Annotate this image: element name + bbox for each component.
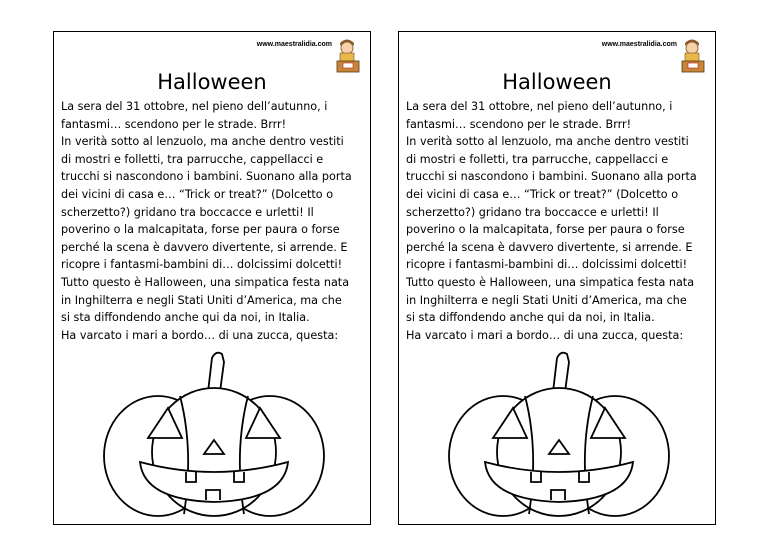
jack-o-lantern-icon: [98, 350, 330, 518]
site-url: www.maestralidia.com: [256, 41, 332, 48]
reading-card-right: [398, 31, 716, 525]
page-title: Halloween: [157, 70, 267, 94]
body-text: La sera del 31 ottobre, nel pieno dell’autunno, i fantasmi… scendono per le strade. Brrr! In verità sotto al lenzuolo, ma anche dentro vestiti di mostri e folletti, tra parrucche, cappellacci e trucchi si nascondono i bambini. Suonano alla porta dei vicini di casa e… “Trick or treat?” (Dolcetto o scherzetto?) gridano tra boccacce e urletti! Il poverino o la malcapitata, forse per paura o forse perché la scena è davvero divertente, si arrende. E ricopre i fantasmi-bambini di… dolcissimi dolcetti! Tutto questo è Halloween, una simpatica festa nata in Inghilterra e negli Stati Uniti d’America, ma che si sta diffondendo anche qui da noi, in Italia. Ha varcato i mari a bordo… di una zucca, questa:: [61, 100, 352, 342]
site-url: www.maestralidia.com: [601, 41, 677, 48]
jack-o-lantern-icon: [443, 350, 675, 518]
body-text: La sera del 31 ottobre, nel pieno dell’autunno, i fantasmi… scendono per le strade. Brrr! In verità sotto al lenzuolo, ma anche dentro vestiti di mostri e folletti, tra parrucche, cappellacci e trucchi si nascondono i bambini. Suonano alla porta dei vicini di casa e… “Trick or treat?” (Dolcetto o scherzetto?) gridano tra boccacce e urletti! Il poverino o la malcapitata, forse per paura o forse perché la scena è davvero divertente, si arrende. E ricopre i fantasmi-bambini di… dolcissimi dolcetti! Tutto questo è Halloween, una simpatica festa nata in Inghilterra e negli Stati Uniti d’America, ma che si sta diffondendo anche qui da noi, in Italia. Ha varcato i mari a bordo… di una zucca, questa:: [406, 100, 697, 342]
page-title: Halloween: [502, 70, 612, 94]
reading-card-left: [53, 31, 371, 525]
